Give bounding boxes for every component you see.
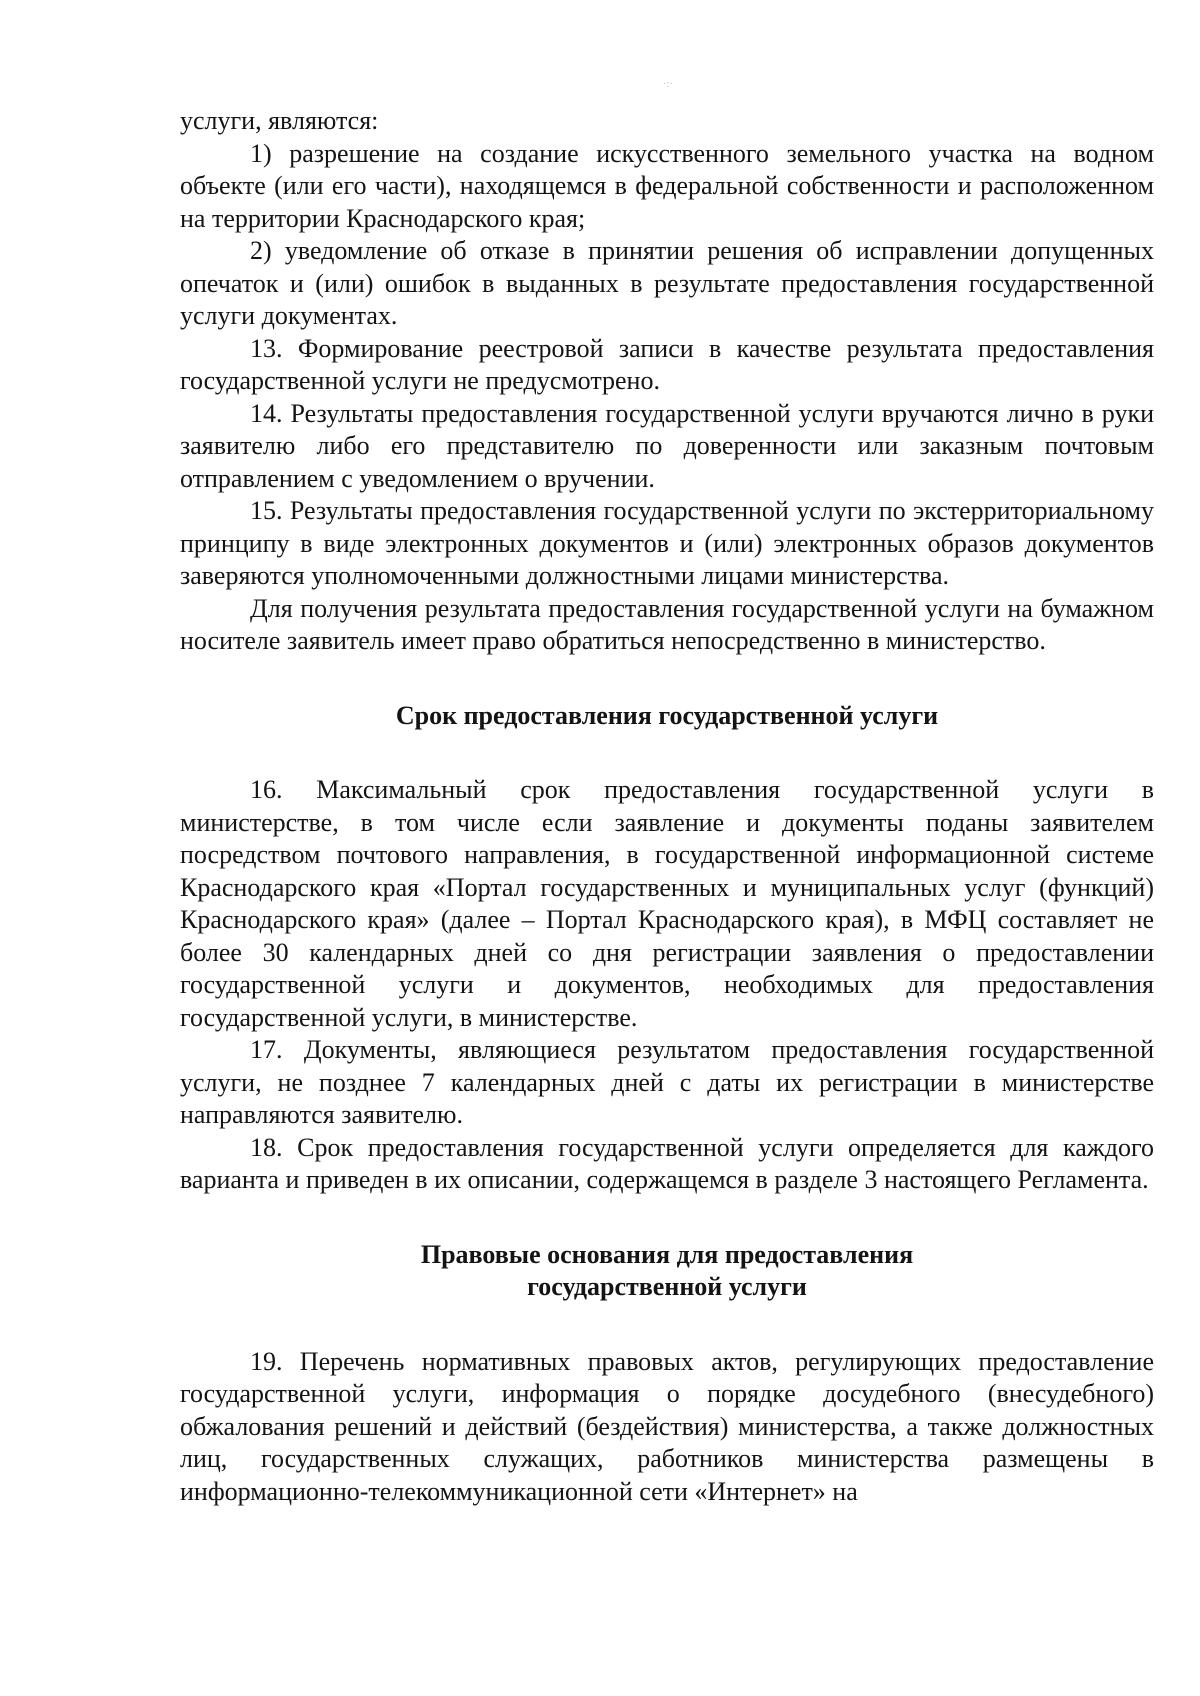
paragraph-13: 13. Формирование реестровой записи в качестве результата предоставления государственной услуги не предусмотрено. [180, 333, 1154, 395]
section-heading-legal-basis-line-1: Правовые основания для предоставления [420, 1239, 914, 1269]
paragraph-16: 16. Максимальный срок предоставления государственной услуги в министерстве, в том числе если заявление и документы поданы заявителем посредством почтового направления, в государственной информационной системе Краснодарского края «Портал государственных и муниципальных услуг (функций) Краснодарского края» (далее – Портал Краснодарского края), в МФЦ составляет не более 30 календарных дней со дня регистрации заявления о предоставлении государственной услуги и документов, необходимых для предоставления государственной услуги, в министерстве. [180, 775, 1154, 1032]
spacer [180, 658, 1154, 700]
paragraph-continuation: услуги, являются: [180, 106, 379, 135]
paragraph-15: 15. Результаты предоставления государственной услуги по экстерриториальному принципу в виде электронных документов и (или) электронных образов документов заверяются уполномоченными должностными лицами министерства. [180, 496, 1154, 590]
paragraph-19: 19. Перечень нормативных правовых актов, регулирующих предоставление государственной услуги, информация о порядке досудебного (внесудебного) обжалования решений и действий (бездействия) министерства, а также должностных лиц, государственных служащих, работников министерства размещены в информационно-телекоммуникационной сети «Интернет» на [180, 1346, 1154, 1506]
spacer [180, 1197, 1154, 1239]
spacer [180, 1304, 1154, 1346]
scan-mark: ·:· [663, 79, 673, 90]
spacer [180, 732, 1154, 774]
section-heading-term: Срок предоставления государственной услуги [395, 700, 939, 730]
paragraph-17: 17. Документы, являющиеся результатом предоставления государственной услуги, не позднее 7 календарных дней с даты их регистрации в министерстве направляются заявителю. [180, 1035, 1154, 1129]
paragraph-paper-result: Для получения результата предоставления государственной услуги на бумажном носителе заявитель имеет право обратиться непосредственно в министерство. [180, 593, 1154, 655]
document-body [180, 105, 1154, 1508]
paragraph-18: 18. Срок предоставления государственной услуги определяется для каждого варианта и приведен в их описании, содержащемся в разделе 3 настоящего Регламента. [180, 1132, 1154, 1194]
paragraph-item-1: 1) разрешение на создание искусственного земельного участка на водном объекте (или его части), находящемся в федеральной собственности и расположенном на территории Краснодарского края; [180, 138, 1154, 233]
paragraph-item-2: 2) уведомление об отказе в принятии решения об исправлении допущенных опечаток и (или) ошибок в выданных в результате предоставления государственной услуги документах. [180, 236, 1154, 330]
paragraph-14: 14. Результаты предоставления государственной услуги вручаются лично в руки заявителю либо его представителю по доверенности или заказным почтовым отправлением с уведомлением о вручении. [180, 398, 1154, 493]
section-heading-legal-basis-line-2: государственной услуги [527, 1272, 807, 1301]
